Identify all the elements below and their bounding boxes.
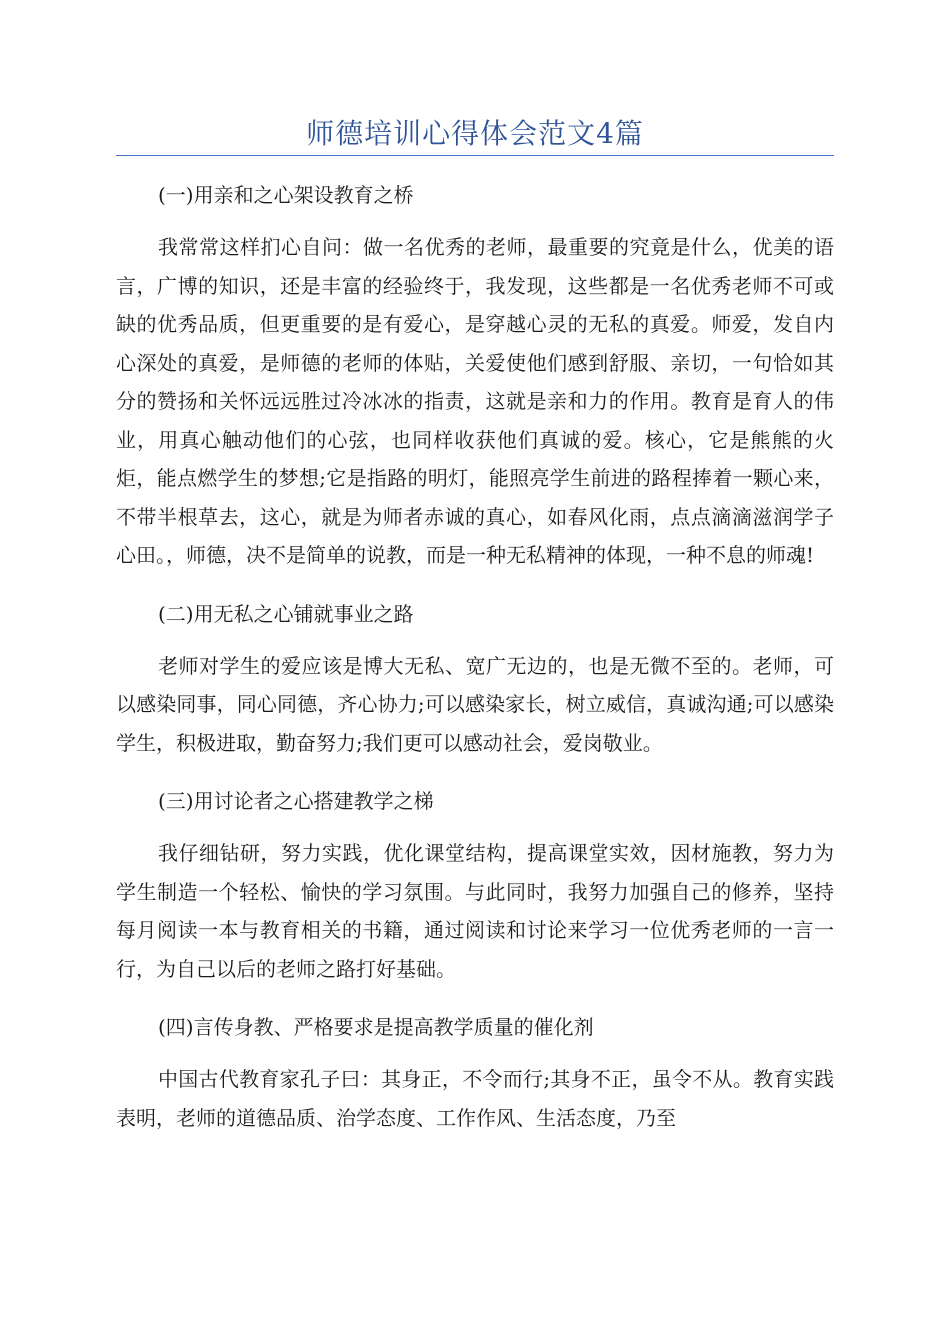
section-heading-1: (一)用亲和之心架设教育之桥	[158, 183, 414, 207]
section-heading-2: (二)用无私之心铺就事业之路	[158, 601, 414, 626]
section-paragraph-1: 我常常这样扪心自问：做一名优秀的老师，最重要的究竟是什么，优美的语言，广博的知识，还是丰富的经验终于，我发现，这些都是一名优秀老师不可或缺的优秀品质，但更重要的是有爱心，是穿越心灵的无私的真爱。师爱，发自内心深处的真爱，是师德的老师的体贴，关爱使他们感到舒服、亲切，一句恰如其分的赞扬和关怀远远胜过冷冰冰的指责，这就是亲和力的作用。教育是育人的伟业，用真心触动他们的心弦，也同样收获他们真诚的爱。核心，它是熊熊的火炬，能点燃学生的梦想;它是指路的明灯，能照亮学生前进的路程捧着一颗心来，不带半根草去，这心，就是为师者赤诚的真心，如春风化雨，点点滴滴滋润学子心田。，师德，决不是简单的说教，而是一种无私精神的体现，一种不息的师魂!	[116, 235, 834, 567]
section-paragraph-4: 中国古代教育家孔子曰：其身正，不令而行;其身不正，虽令不从。教育实践表明，老师的道德品质、治学态度、工作作风、生活态度，乃至	[116, 1067, 834, 1130]
page-title: 师德培训心得体会范文4篇	[306, 117, 644, 150]
section-heading-3: (三)用讨论者之心搭建教学之梯	[158, 789, 434, 813]
section-paragraph-3: 我仔细钻研，努力实践，优化课堂结构，提高课堂实效，因材施教，努力为学生制造一个轻松、愉快的学习氛围。与此同时，我努力加强自己的修养，坚持每月阅读一本与教育相关的书籍，通过阅读和讨论来学习一位优秀老师的一言一行，为自己以后的老师之路打好基础。	[116, 841, 834, 981]
section-paragraph-2: 老师对学生的爱应该是博大无私、宽广无边的，也是无微不至的。老师，可以感染同事，同心同德，齐心协力;可以感染家长，树立威信，真诚沟通;可以感染学生，积极进取，勤奋努力;我们更可以感动社会，爱岗敬业。	[116, 653, 834, 755]
document-page	[116, 0, 834, 1137]
title-underline	[116, 155, 834, 156]
section-heading-4: (四)言传身教、严格要求是提高教学质量的催化剂	[158, 1015, 594, 1039]
